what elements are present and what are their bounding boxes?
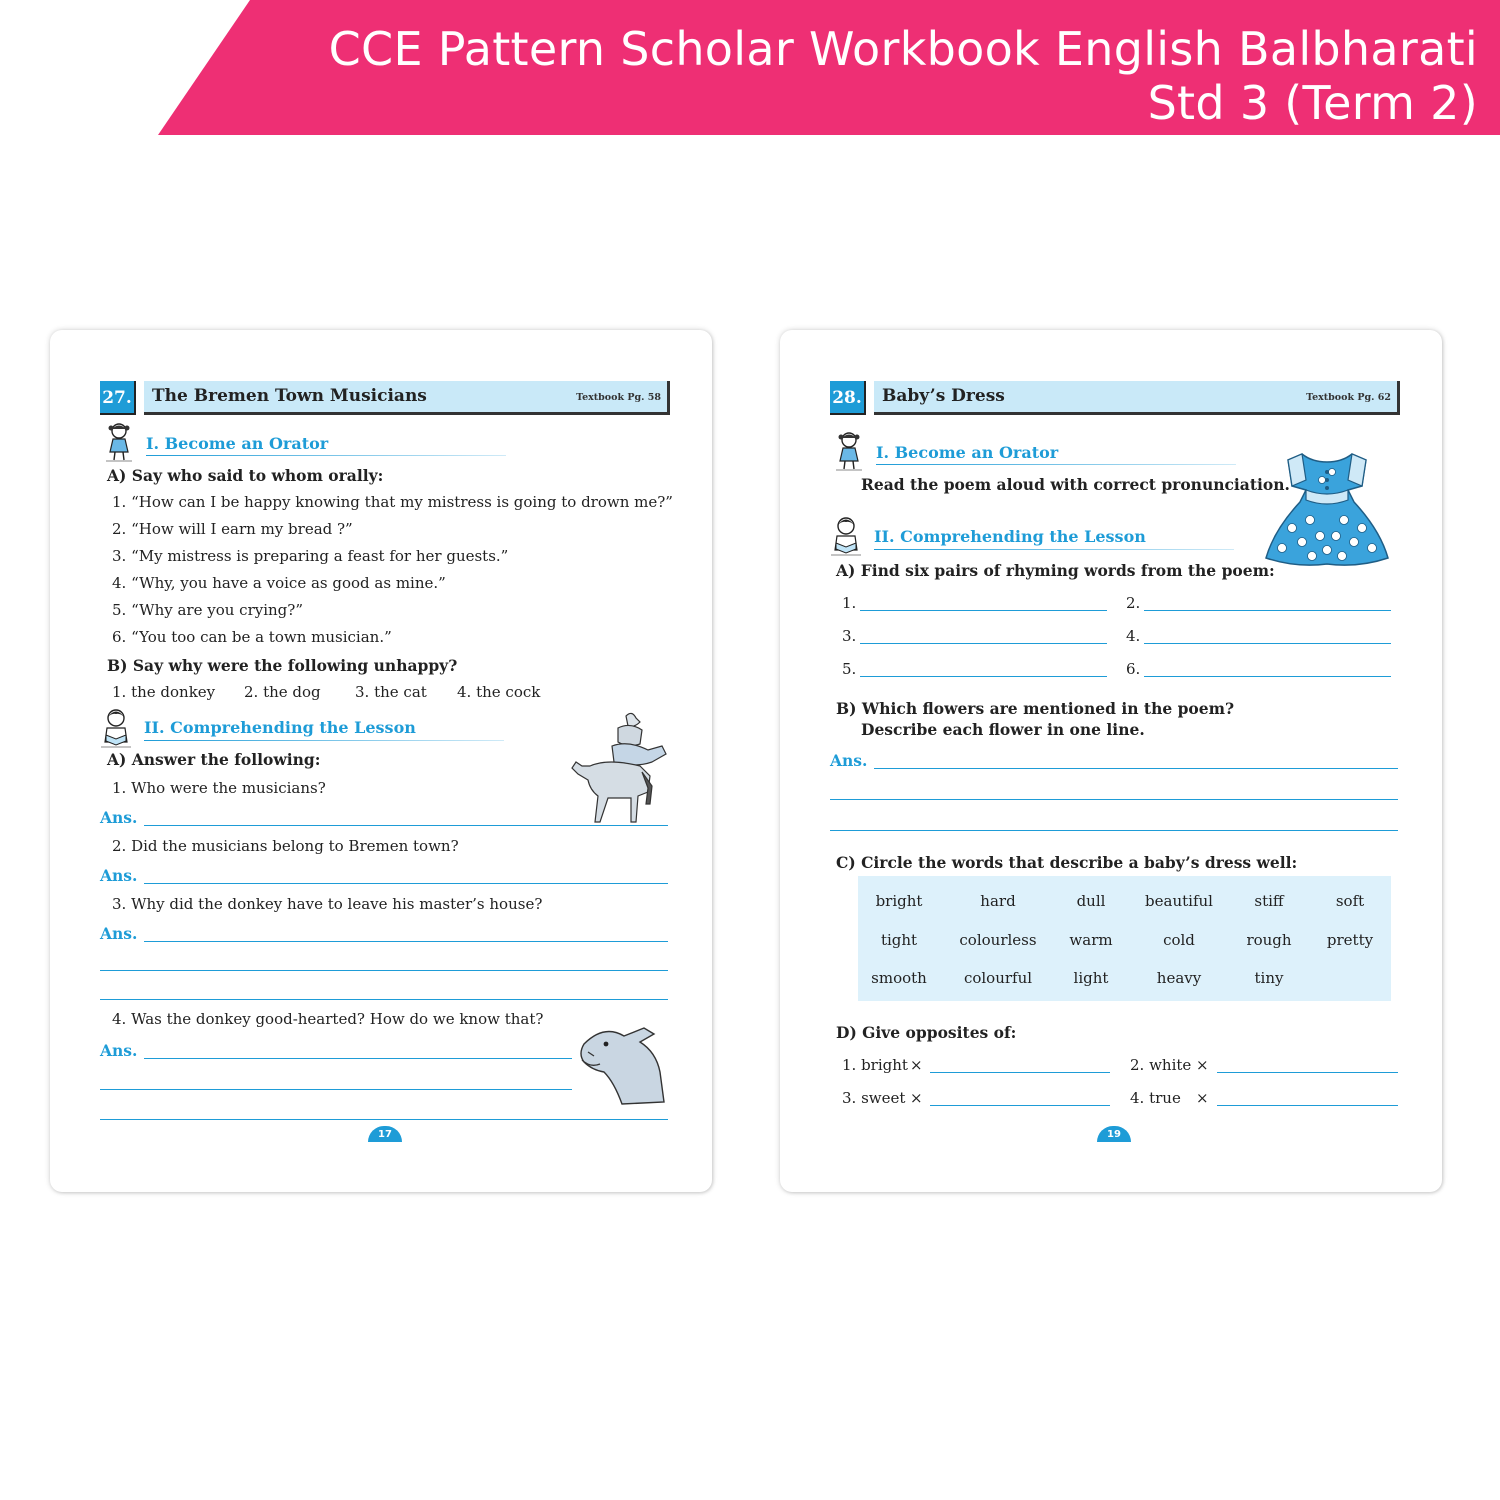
- rhyme-number: 2.: [1126, 594, 1141, 612]
- opposite-item: 1. bright: [842, 1056, 908, 1074]
- answer-line[interactable]: [874, 768, 1398, 769]
- word-option[interactable]: bright: [875, 892, 923, 910]
- rhyme-answer-line[interactable]: [860, 676, 1107, 677]
- opposite-answer-line[interactable]: [930, 1072, 1110, 1073]
- question-a-heading: A) Find six pairs of rhyming words from the poem:: [836, 561, 1275, 580]
- times-symbol: ×: [1196, 1089, 1209, 1107]
- list-item: 4. “Why, you have a voice as good as mine.”: [112, 574, 446, 592]
- times-symbol: ×: [910, 1089, 923, 1107]
- section-comprehending-lesson: II. Comprehending the Lesson: [874, 527, 1146, 546]
- rhyme-answer-line[interactable]: [1144, 643, 1391, 644]
- answer-line[interactable]: [100, 970, 668, 971]
- word-option[interactable]: heavy: [1156, 969, 1202, 987]
- question-d-heading: D) Give opposites of:: [836, 1023, 1017, 1042]
- word-option[interactable]: pretty: [1326, 931, 1374, 949]
- word-option[interactable]: tight: [880, 931, 918, 949]
- rhyme-number: 1.: [842, 594, 857, 612]
- rhyme-number: 6.: [1126, 660, 1141, 678]
- chapter-title-bar: [144, 381, 670, 415]
- word-option[interactable]: tiny: [1254, 969, 1284, 987]
- rhyme-answer-line[interactable]: [860, 643, 1107, 644]
- word-option[interactable]: soft: [1335, 892, 1365, 910]
- list-item: 1. “How can I be happy knowing that my mistress is going to drown me?”: [112, 493, 673, 511]
- question-a-heading: A) Say who said to whom orally:: [107, 466, 384, 485]
- bremen-musicians-illustration: [568, 710, 672, 828]
- answer-line[interactable]: [144, 1058, 572, 1059]
- page-number: 19: [1097, 1126, 1131, 1142]
- word-option[interactable]: colourful: [963, 969, 1033, 987]
- question-4: 4. Was the donkey good-hearted? How do we know that?: [112, 1010, 544, 1028]
- ans-label: Ans.: [100, 808, 138, 827]
- word-option[interactable]: stiff: [1254, 892, 1284, 910]
- opposite-item: 2. white: [1130, 1056, 1192, 1074]
- girl-orator-icon: [834, 431, 864, 471]
- question-2: 2. Did the musicians belong to Bremen town?: [112, 837, 459, 855]
- rhyme-answer-line[interactable]: [1144, 676, 1391, 677]
- opposite-answer-line[interactable]: [1217, 1072, 1398, 1073]
- textbook-reference: Textbook Pg. 58: [576, 392, 661, 403]
- question-3: 3. Why did the donkey have to leave his master’s house?: [112, 895, 543, 913]
- list-item: 2. “How will I earn my bread ?”: [112, 520, 353, 538]
- banner: [0, 0, 1500, 135]
- chapter-title-bar: [874, 381, 1400, 415]
- answer-line[interactable]: [144, 883, 668, 884]
- section-comprehending-lesson: II. Comprehending the Lesson: [144, 718, 416, 737]
- question-c-heading: C) Circle the words that describe a baby’s dress well:: [836, 853, 1298, 872]
- workbook-page-right: [780, 330, 1442, 1192]
- list-item: 6. “You too can be a town musician.”: [112, 628, 392, 646]
- section-underline: [874, 549, 1234, 550]
- section-become-orator: I. Become an Orator: [146, 434, 329, 453]
- word-option[interactable]: smooth: [871, 969, 927, 987]
- rhyme-answer-line[interactable]: [1144, 610, 1391, 611]
- section-underline: [144, 740, 504, 741]
- answer-line[interactable]: [100, 1119, 668, 1120]
- question-1: 1. Who were the musicians?: [112, 779, 326, 797]
- section-become-orator: I. Become an Orator: [876, 443, 1059, 462]
- answer-line[interactable]: [144, 941, 668, 942]
- banner-title: [228, 22, 1478, 130]
- word-option[interactable]: dull: [1076, 892, 1106, 910]
- page-number: 17: [368, 1126, 402, 1142]
- ans-label: Ans.: [100, 1041, 138, 1060]
- word-option[interactable]: hard: [980, 892, 1016, 910]
- word-option[interactable]: rough: [1246, 931, 1292, 949]
- list-item: 3. “My mistress is preparing a feast for her guests.”: [112, 547, 509, 565]
- question-b-heading: B) Which flowers are mentioned in the poem?: [836, 699, 1235, 718]
- rhyme-number: 5.: [842, 660, 857, 678]
- word-option[interactable]: warm: [1069, 931, 1113, 949]
- opposite-answer-line[interactable]: [930, 1105, 1110, 1106]
- word-option[interactable]: colourless: [959, 931, 1037, 949]
- answer-heading: A) Answer the following:: [107, 750, 321, 769]
- ans-label: Ans.: [830, 751, 868, 770]
- opposite-item: 4. true: [1130, 1089, 1181, 1107]
- list-item: 3. the cat: [355, 683, 427, 701]
- list-item: 5. “Why are you crying?”: [112, 601, 303, 619]
- banner-title-line2: Std 3 (Term 2): [1147, 76, 1478, 130]
- list-item: 4. the cock: [457, 683, 541, 701]
- word-option[interactable]: light: [1073, 969, 1109, 987]
- answer-line[interactable]: [830, 799, 1398, 800]
- workbook-page-left: [50, 330, 712, 1192]
- list-item: 1. the donkey: [112, 683, 216, 701]
- baby-dress-illustration: [1262, 450, 1392, 568]
- boy-reading-icon: [100, 708, 132, 748]
- section-underline: [146, 455, 506, 456]
- chapter-number: 28.: [830, 381, 866, 415]
- ans-label: Ans.: [100, 924, 138, 943]
- opposite-answer-line[interactable]: [1217, 1105, 1398, 1106]
- word-option[interactable]: cold: [1163, 931, 1195, 949]
- ans-label: Ans.: [100, 866, 138, 885]
- list-item: 2. the dog: [244, 683, 321, 701]
- question-b-subheading: Describe each flower in one line.: [861, 720, 1145, 739]
- banner-title-line1: CCE Pattern Scholar Workbook English Balbharati: [328, 22, 1478, 76]
- rhyme-number: 3.: [842, 627, 857, 645]
- answer-line[interactable]: [100, 1089, 572, 1090]
- boy-reading-icon: [830, 516, 862, 556]
- girl-orator-icon: [104, 422, 134, 462]
- answer-line[interactable]: [830, 830, 1398, 831]
- question-b-heading: B) Say why were the following unhappy?: [107, 656, 458, 675]
- word-option[interactable]: beautiful: [1145, 892, 1213, 910]
- rhyme-number: 4.: [1126, 627, 1141, 645]
- opposite-item: 3. sweet: [842, 1089, 906, 1107]
- donkey-head-illustration: [574, 1022, 670, 1106]
- chapter-title: The Bremen Town Musicians: [152, 386, 427, 406]
- section-underline: [876, 464, 1236, 465]
- times-symbol: ×: [910, 1056, 923, 1074]
- orator-instruction: Read the poem aloud with correct pronunciation.: [861, 475, 1290, 494]
- times-symbol: ×: [1196, 1056, 1209, 1074]
- word-choice-box: [858, 876, 1391, 1001]
- rhyme-answer-line[interactable]: [860, 610, 1107, 611]
- answer-line[interactable]: [144, 825, 668, 826]
- answer-line[interactable]: [100, 999, 668, 1000]
- chapter-title: Baby’s Dress: [882, 386, 1005, 406]
- chapter-number: 27.: [100, 381, 136, 415]
- textbook-reference: Textbook Pg. 62: [1306, 392, 1391, 403]
